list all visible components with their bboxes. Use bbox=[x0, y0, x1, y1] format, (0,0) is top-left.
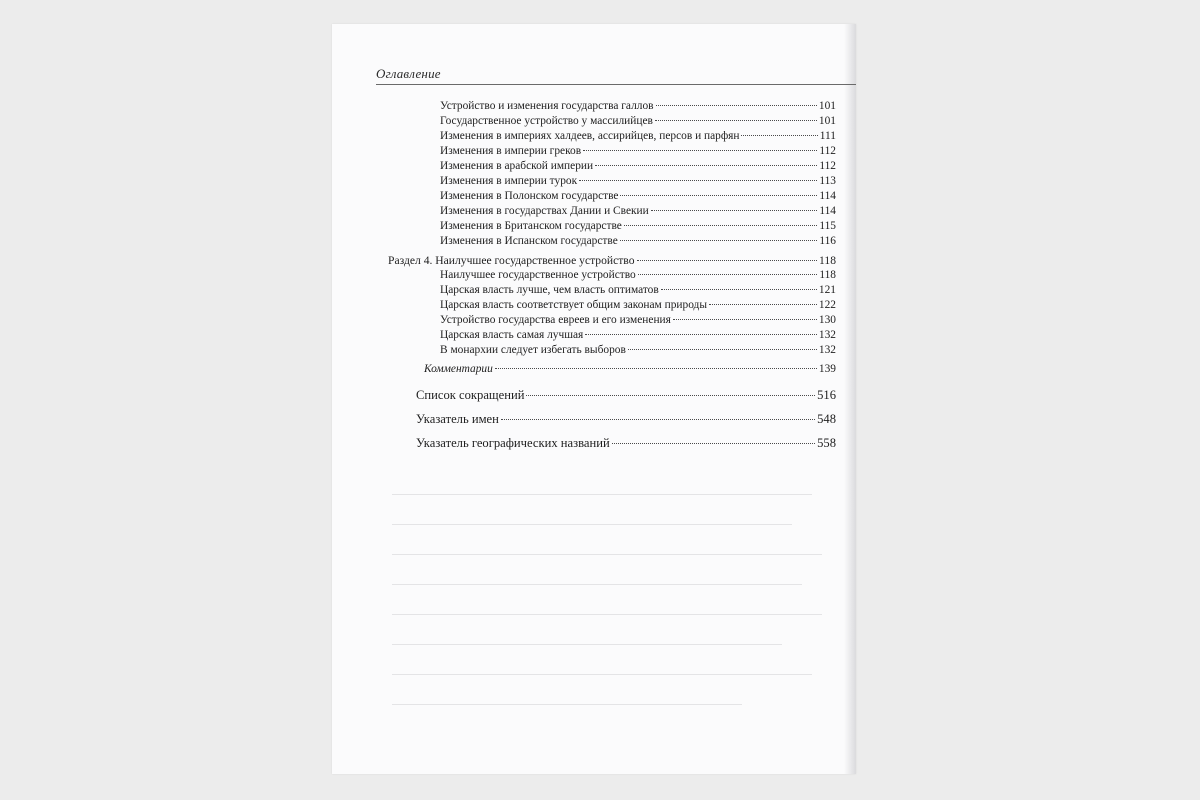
dot-leader bbox=[651, 210, 818, 211]
toc-entry-page: 114 bbox=[819, 205, 836, 217]
toc-entry-title: Изменения в государствах Дании и Свекии bbox=[440, 205, 649, 217]
toc-commentary-entry[interactable] bbox=[424, 363, 836, 375]
dot-leader bbox=[612, 443, 815, 444]
toc-entry[interactable] bbox=[440, 190, 836, 202]
toc-entry[interactable] bbox=[440, 175, 836, 187]
toc-entry-title: Изменения в империи турок bbox=[440, 175, 578, 187]
toc-entry-title: Наилучшее государственное устройство bbox=[440, 269, 636, 281]
toc-entry-title: Устройство и изменения государства галлов bbox=[440, 100, 654, 112]
dot-leader bbox=[501, 419, 815, 420]
book-page bbox=[332, 24, 856, 774]
toc-entry-title: Раздел 4. Наилучшее государственное устройство bbox=[388, 254, 635, 267]
dot-leader bbox=[585, 334, 817, 335]
toc-section-entry[interactable] bbox=[388, 254, 836, 267]
toc-entry-title: Изменения в Британском государстве bbox=[440, 220, 622, 232]
dot-leader bbox=[673, 319, 817, 320]
toc-entry-page: 132 bbox=[818, 329, 836, 341]
dot-leader bbox=[526, 395, 815, 396]
dot-leader bbox=[628, 349, 817, 350]
toc-entry-title: Царская власть самая лучшая bbox=[440, 329, 584, 341]
toc-entry-title: Царская власть соответствует общим законам природы bbox=[440, 299, 708, 311]
toc-entry-title: Изменения в империях халдеев, ассирийцев, персов и парфян bbox=[440, 130, 740, 142]
toc-entry-title: Устройство государства евреев и его изменения bbox=[440, 314, 671, 326]
toc-major-entry[interactable] bbox=[416, 412, 836, 427]
toc-entry[interactable] bbox=[440, 329, 836, 341]
dot-leader bbox=[620, 195, 817, 196]
dot-leader bbox=[709, 304, 817, 305]
toc-entry-page: 548 bbox=[817, 412, 836, 426]
toc-entry-title: Указатель географических названий bbox=[416, 436, 610, 450]
dot-leader bbox=[495, 368, 817, 369]
toc-entry-page: 113 bbox=[819, 175, 836, 187]
toc-entry-page: 112 bbox=[819, 160, 836, 172]
toc-entry[interactable] bbox=[440, 130, 836, 142]
toc-entry-page: 558 bbox=[817, 436, 836, 450]
running-header: Оглавление bbox=[376, 66, 441, 81]
toc-entry[interactable] bbox=[440, 269, 836, 281]
toc-entry-page: 115 bbox=[819, 220, 836, 232]
toc-entry-page: 118 bbox=[819, 254, 836, 267]
toc-entry-page: 130 bbox=[818, 314, 836, 326]
toc-entry[interactable] bbox=[440, 205, 836, 217]
dot-leader bbox=[656, 105, 817, 106]
toc-entry-page: 516 bbox=[817, 388, 836, 402]
toc-entry[interactable] bbox=[440, 160, 836, 172]
toc-entry-page: 116 bbox=[819, 235, 836, 247]
toc-entry-title: Изменения в арабской империи bbox=[440, 160, 594, 172]
toc-entry-title: Царская власть лучше, чем власть оптиматов bbox=[440, 284, 659, 296]
toc-entry-page: 132 bbox=[818, 344, 836, 356]
toc-entry-title: Изменения в Испанском государстве bbox=[440, 235, 618, 247]
toc-entry[interactable] bbox=[440, 115, 836, 127]
dot-leader bbox=[624, 225, 818, 226]
toc-entry-page: 101 bbox=[818, 100, 836, 112]
toc-entry[interactable] bbox=[440, 235, 836, 247]
dot-leader bbox=[655, 120, 817, 121]
toc-entry[interactable] bbox=[440, 220, 836, 232]
toc-entry-title: Список сокращений bbox=[416, 388, 525, 402]
dot-leader bbox=[661, 289, 817, 290]
toc-entry-page: 114 bbox=[819, 190, 836, 202]
table-of-contents bbox=[332, 24, 856, 774]
dot-leader bbox=[595, 165, 817, 166]
dot-leader bbox=[579, 180, 817, 181]
dot-leader bbox=[583, 150, 817, 151]
toc-entry-page: 111 bbox=[819, 130, 836, 142]
dot-leader bbox=[638, 274, 818, 275]
toc-entry-title: Комментарии bbox=[424, 363, 493, 375]
toc-entry-page: 139 bbox=[818, 363, 836, 375]
toc-entry-title: Государственное устройство у массилийцев bbox=[440, 115, 653, 127]
toc-entry[interactable] bbox=[440, 145, 836, 157]
toc-entry-title: Указатель имен bbox=[416, 412, 499, 426]
toc-entry-page: 101 bbox=[818, 115, 836, 127]
toc-entry-page: 121 bbox=[818, 284, 836, 296]
toc-entry[interactable] bbox=[440, 100, 836, 112]
dot-leader bbox=[637, 260, 818, 261]
toc-entry-page: 112 bbox=[819, 145, 836, 157]
toc-entry-title: В монархии следует избегать выборов bbox=[440, 344, 626, 356]
toc-major-entry[interactable] bbox=[416, 388, 836, 403]
toc-entry[interactable] bbox=[440, 344, 836, 356]
dot-leader bbox=[741, 135, 817, 136]
toc-entry[interactable] bbox=[440, 284, 836, 296]
toc-entry-title: Изменения в империи греков bbox=[440, 145, 582, 157]
toc-entry[interactable] bbox=[440, 299, 836, 311]
toc-entry[interactable] bbox=[440, 314, 836, 326]
toc-entry-page: 122 bbox=[818, 299, 836, 311]
dot-leader bbox=[620, 240, 818, 241]
toc-major-entry[interactable] bbox=[416, 436, 836, 451]
toc-entry-page: 118 bbox=[819, 269, 836, 281]
toc-entry-title: Изменения в Полонском государстве bbox=[440, 190, 619, 202]
